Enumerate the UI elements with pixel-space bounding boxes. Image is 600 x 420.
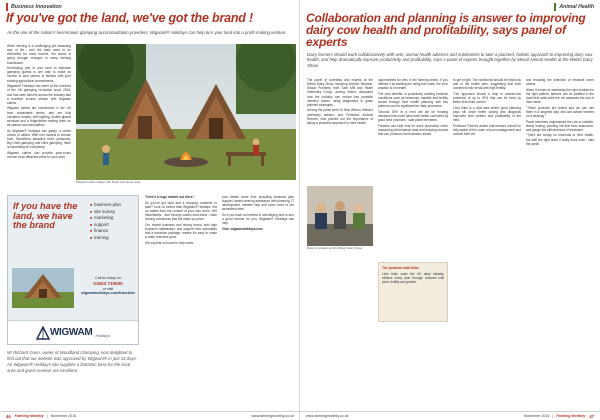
- ad-bullet: ■ support: [90, 222, 121, 229]
- paragraph: "There are simply no shortcuts to herd health, but with the right team it really does work," said the panel.: [526, 133, 594, 146]
- ad-logo-row: [8, 320, 138, 344]
- paragraph: As Wigwam® Holidays can glamp, a whole choice of cabins. With four models to choose from, Wood5ens attractive three (seasons), Big Chief glamping and Ultra glamping, there is something for everybody.: [7, 128, 71, 150]
- article-column-2: [378, 78, 448, 138]
- paragraph: Get experts on board to help make: [145, 240, 194, 245]
- paragraph: Our repeat business and strong brand, with high customer satisfaction, and support from specialists and a franchise package, means it's easy to make a cabin business grow.: [145, 222, 217, 240]
- paragraph: Wigwam® Holidays has been at the forefront of the UK glamping revolution since 2004, and has seen farmers across the industry add a lucrative income stream with Wigwam cabins.: [7, 84, 71, 105]
- paragraph: Professor Reeves added that farmers should be fully aware of the costs of poor management and consult their vet.: [453, 123, 521, 137]
- magazine-website[interactable]: www.farmingmonthly.co.uk: [306, 414, 349, 418]
- issue-date: November 2016: [523, 414, 550, 418]
- article-column-1: [307, 78, 373, 127]
- article-standfirst: As the one of the nation's best-known glamping accommodation providers, Wigwam® Holidays can help turn your land into a profit-making venture.: [7, 30, 287, 35]
- wigwam-advert[interactable]: [7, 195, 139, 345]
- article-column-2: [145, 195, 217, 246]
- paragraph: Wigwam cabins can provide year-round income at an attractive price for your land.: [7, 150, 71, 159]
- paragraph: Liver fluke is a vital area where good planning pays off, since better dosing and diagnosis improves both welfare and profitability of the herd.: [453, 105, 521, 123]
- issue-date: November 2016: [50, 414, 77, 418]
- section-header: [6, 2, 62, 11]
- ad-headline: If you have the land, we have the brand: [13, 201, 78, 231]
- page-number: 46: [6, 413, 11, 419]
- article-title: Collaboration and planning is answer to improving dairy cow health and profitability, says panel of experts: [306, 11, 586, 50]
- paragraph: Farmers can help vets be more productive when measuring performance data and keeping records that can produce real business results.: [378, 123, 448, 137]
- paragraph: Panel members emphasised the role of suitable, timely testing, pointing out that farm assurance, and gauge the effectiveness of treatment.: [526, 119, 594, 132]
- page-footer: 46 Farming Monthly | November 2016 www.farmingmonthly.co.uk: [0, 411, 300, 420]
- ad-contact-line: Call us today on: [95, 276, 121, 280]
- section-bar: [6, 3, 8, 11]
- paragraph: The panel of scientists and experts at the Welsh Dairy Show, including Andrew Tempest, Shaun Pumbrey from Sarn Mill and Heath Veterinary Group, among others, discussed how the industry can reduce key parasitic infection losses, using diagnostics to guide planned strategies.: [307, 78, 373, 107]
- fluke-inset-box: [378, 262, 448, 322]
- ad-bullet: ■ marketing: [90, 215, 121, 222]
- advert-note: Mr Richard Gunn, owner of Woodland Glamping, was delighted to find out that our website was approved by Wigwam® in just 14 days. An Wigwam® Holidays site supplies a fantastic base for the local area and guest reviews are excellent.: [7, 350, 137, 374]
- ad-bullet: ■ finance: [90, 228, 121, 235]
- ad-bullet-list: [90, 202, 121, 242]
- article-column-3: [453, 78, 521, 138]
- paragraph: When it comes to assessing the right solution for the right patient, farmers can be justified in the local field data while the vet assesses the risk of their herds.: [526, 87, 594, 105]
- article-title: If you've got the land, we've got the brand !: [6, 11, 253, 25]
- ad-contact-line: or visit: [102, 286, 114, 291]
- magazine-website[interactable]: www.farmingmonthly.co.uk: [251, 414, 294, 418]
- ad-bullet: ■ training: [90, 235, 121, 242]
- paragraph: "These products are tested and we can use them in a targeted way, and can advise farmers on a strategy.": [526, 105, 594, 119]
- section-bar: [554, 3, 556, 11]
- right-page: [300, 0, 600, 420]
- ad-logo-text: WIGWAM: [49, 327, 93, 338]
- paragraph: The cost benefits of proactively tackling endemic conditions such as lameness, mastitis and fertility issues through herd health planning with key partners can be significant for dairy producers.: [378, 91, 448, 109]
- paragraph: There's a huge market out there !: [145, 195, 195, 199]
- paragraph: When farming is a challenging yet rewarding way of life... and the trials need to be diversified for extra income, the sector is going through changes in many farming businesses.: [7, 44, 71, 65]
- paragraph: your dream come true: providing business plan support, award-winning assistance with planning, IT development, website help and much more to our accredited sites.: [222, 195, 294, 212]
- paragraph: opportunities for vets in the farming sector. If you defined it as tackling the rising fuel costs, the vet's practice is on health.: [378, 78, 448, 91]
- paragraph: So you've got land and a shipping container to start? Look no further than Wigwam® Holidays. Set up cabins from the comfort of your own home: 400 franchisees... and through cabins sold direct - each owning a business that will make you plan.: [145, 200, 217, 222]
- wigwam-cabins-photo: [76, 44, 296, 180]
- inset-title: The problem with fluke: [382, 266, 419, 270]
- magazine-name: Farming Monthly: [14, 414, 44, 418]
- ad-cabin-photo: [12, 268, 74, 308]
- paragraph: So if you have an interest in diversifying and to turn a good income for you, Wigwam® Holidays can help.: [222, 213, 294, 226]
- ad-website-link[interactable]: wigwamholidays.com/franchise: [81, 291, 135, 296]
- article-column-4: [526, 78, 594, 147]
- page-number: 47: [589, 413, 594, 419]
- paragraph[interactable]: Visit: wigwamholidays.com: [222, 226, 263, 231]
- ad-logo-sub: holidays: [95, 332, 111, 338]
- magazine-name: Farming Monthly: [556, 414, 586, 418]
- section-label: Business Innovation: [11, 3, 62, 10]
- paragraph: and reducing the selection of resistant worm strains.: [526, 78, 594, 87]
- wigwam-logo-icon: [36, 326, 50, 340]
- article-standfirst: Dairy farmers should work collaboratively with vets, animal health advisers and nutritionists to take a planned, holistic approach to improving dairy cow health, and help dramatically improve productivity and profitability, says a panel of experts brought together by Merial Animal Health at the Welsh Dairy Show.: [307, 52, 593, 68]
- ad-bullet: ■ site survey: [90, 209, 121, 216]
- section-header: [554, 2, 594, 11]
- paragraph: "Around 25% of a herd will die for treating diseases that could have been better controlled by good herd practices," said panel members.: [378, 109, 449, 123]
- page-footer: www.farmingmonthly.co.uk November 2016 | Farming Monthly 47: [300, 411, 600, 420]
- paragraph: to get it right. The nutritionist should be linked as part of the health plan, suggesting that both combined help herds with high fertility.: [453, 78, 521, 91]
- section-label: Animal Health: [559, 3, 594, 10]
- ad-phone[interactable]: 01603 710600: [93, 280, 123, 286]
- inset-text: Liver fluke costs the UK dairy industry millions every year through reduced milk yield, fertility and growth.: [382, 272, 444, 285]
- panel-experts-photo: [307, 186, 373, 246]
- ad-contact: [80, 276, 136, 296]
- article-column-3: [222, 195, 294, 232]
- photo-caption: Wigwam cabin village with firepit and picnic area: [76, 180, 141, 184]
- article-column-1: [7, 44, 71, 160]
- paragraph: Wigwam cabins are constructed in the UK from sustainable timber, and are fully insulated, heated, with lighting, double glazed windows and a fridge/kettle making them an all-season accommodation.: [7, 106, 71, 127]
- ad-bullet: ■ business plan: [90, 202, 121, 209]
- photo-caption: Panel of experts at the Welsh Dairy Show: [307, 246, 363, 250]
- paragraph: "Our approach shows a drop in animal-loss problems of up to 30% that can be fixed by better liver fluke control.": [453, 91, 521, 105]
- paragraph: Among the panel were Dr Nick Wilson, Merial's veterinary advisor, and Professor Andrew Reeves, who pointed out the importance of taking a proactive approach to herd health.: [307, 108, 373, 125]
- paragraph: Developing part of your farm to welcome glamping guests is one way to make an income of land owned, in tandem with your existing agricultural commitments.: [7, 66, 71, 83]
